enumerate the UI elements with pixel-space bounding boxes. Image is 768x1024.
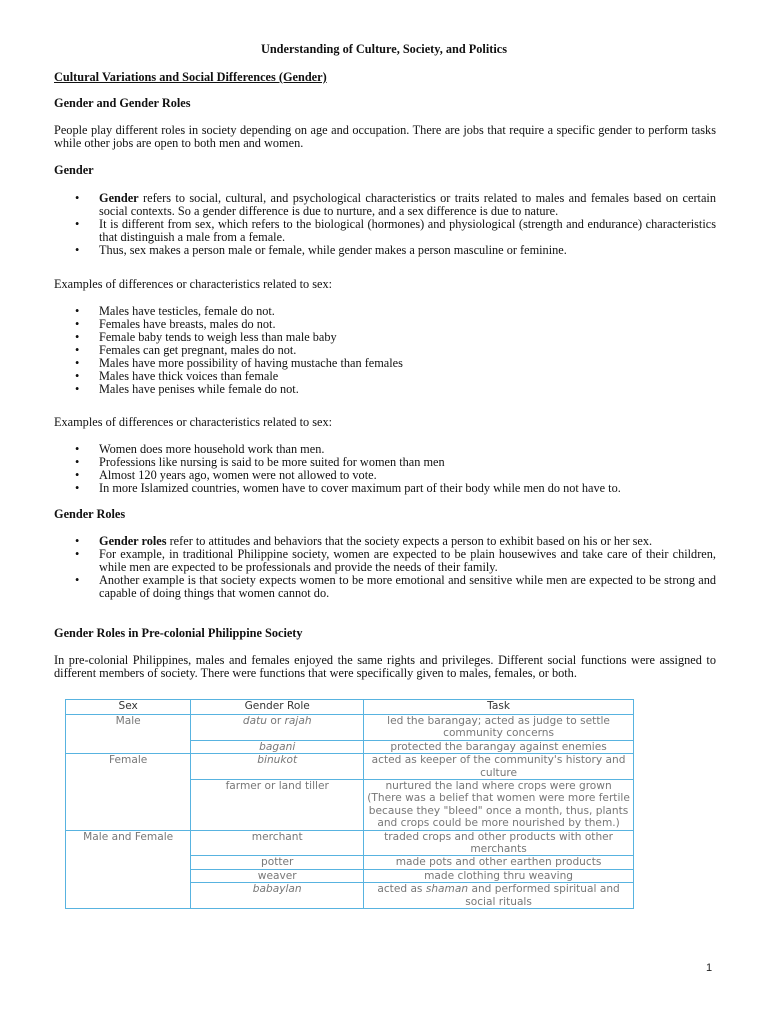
table-row xyxy=(66,715,634,741)
gender-roles-table xyxy=(65,699,634,909)
list-item: • Thus, sex makes a person male or female, while gender makes a person masculine or feminine. xyxy=(54,244,716,257)
list-item: • In more Islamized countries, women have to cover maximum part of their body while men do not have to. xyxy=(54,482,716,495)
task-cell: protected the barangay against enemies xyxy=(364,740,634,753)
gender-roles-list xyxy=(54,535,716,600)
task-cell: acted as shaman and performed spiritual and social rituals xyxy=(364,883,634,909)
list-item: • It is different from sex, which refers to the biological (hormones) and physiological (strength and endurance) characteristics that distinguish a male from a female. xyxy=(54,218,716,244)
page-number: 1 xyxy=(706,962,713,974)
sex-cell-female: Female xyxy=(66,754,191,830)
task-cell: made pots and other earthen products xyxy=(364,856,634,869)
role-cell: farmer or land tiller xyxy=(191,780,364,831)
table-row xyxy=(66,754,634,780)
list-item: • Males have more possibility of having mustache than females xyxy=(54,357,716,370)
precolonial-paragraph: In pre-colonial Philippines, males and females enjoyed the same rights and privileges. Different social functions were assigned to different members of society. There were functions that were specifically given to males, females, or both. xyxy=(54,653,716,680)
role-cell: bagani xyxy=(191,740,364,753)
list-item: • Females have breasts, males do not. xyxy=(54,318,716,331)
gender-and-roles-heading: Gender and Gender Roles xyxy=(54,96,191,110)
sex-cell-male: Male xyxy=(66,715,191,754)
gender-roles-heading: Gender Roles xyxy=(54,507,126,521)
sex-cell-both: Male and Female xyxy=(66,830,191,908)
gender-definition-list xyxy=(54,192,716,257)
list-item: • Males have thick voices than female xyxy=(54,370,716,383)
task-cell: nurtured the land where crops were grown (There was a belief that women were more fertile because they "bleed" once a month, thus, plants and crops could be more nourished by them.) xyxy=(364,780,634,831)
gender-examples-list xyxy=(54,443,716,495)
role-cell: potter xyxy=(191,856,364,869)
header-gender-role: Gender Role xyxy=(191,700,364,715)
precolonial-heading: Gender Roles in Pre-colonial Philippine Society xyxy=(54,626,303,640)
list-item: • Almost 120 years ago, women were not allowed to vote. xyxy=(54,469,716,482)
list-item: • Males have penises while female do not. xyxy=(54,383,716,396)
table-header-row xyxy=(66,700,634,715)
list-item: • Females can get pregnant, males do not. xyxy=(54,344,716,357)
task-cell: led the barangay; acted as judge to settle community concerns xyxy=(364,715,634,741)
gender-examples-intro: Examples of differences or characteristics related to sex: xyxy=(54,415,333,429)
sex-examples-intro: Examples of differences or characteristics related to sex: xyxy=(54,277,333,291)
list-item: • Women does more household work than men. xyxy=(54,443,716,456)
gender-heading: Gender xyxy=(54,163,94,177)
role-cell: datu or rajah xyxy=(191,715,364,741)
section-heading: Cultural Variations and Social Differences (Gender) xyxy=(54,70,327,84)
header-sex: Sex xyxy=(66,700,191,715)
sex-examples-list xyxy=(54,305,716,396)
header-task: Task xyxy=(364,700,634,715)
table-row xyxy=(66,830,634,856)
list-item: • Another example is that society expects women to be more emotional and sensitive while men are expected to be strong and capable of doing things that women cannot do. xyxy=(54,574,716,600)
list-item: • For example, in traditional Philippine society, women are expected to be plain housewives and take care of their children, while men are expected to be professionals and provide the needs of their family. xyxy=(54,548,716,574)
role-cell: binukot xyxy=(191,754,364,780)
list-item: • Gender roles refer to attitudes and behaviors that the society expects a person to exhibit based on his or her sex. xyxy=(54,535,716,548)
list-item: • Males have testicles, female do not. xyxy=(54,305,716,318)
list-item: • Female baby tends to weigh less than male baby xyxy=(54,331,716,344)
list-item: • Professions like nursing is said to be more suited for women than men xyxy=(54,456,716,469)
list-item: • Gender refers to social, cultural, and psychological characteristics or traits related to males and females based on certain social contexts. So a gender difference is due to nurture, and a sex difference is due to nature. xyxy=(54,192,716,218)
document-title: Understanding of Culture, Society, and Politics xyxy=(260,42,508,56)
role-cell: weaver xyxy=(191,869,364,882)
role-cell: babaylan xyxy=(191,883,364,909)
task-cell: acted as keeper of the community's history and culture xyxy=(364,754,634,780)
task-cell: made clothing thru weaving xyxy=(364,869,634,882)
role-cell: merchant xyxy=(191,830,364,856)
intro-paragraph: People play different roles in society depending on age and occupation. There are jobs that require a specific gender to perform tasks while other jobs are open to both men and women. xyxy=(54,123,716,150)
task-cell: traded crops and other products with other merchants xyxy=(364,830,634,856)
